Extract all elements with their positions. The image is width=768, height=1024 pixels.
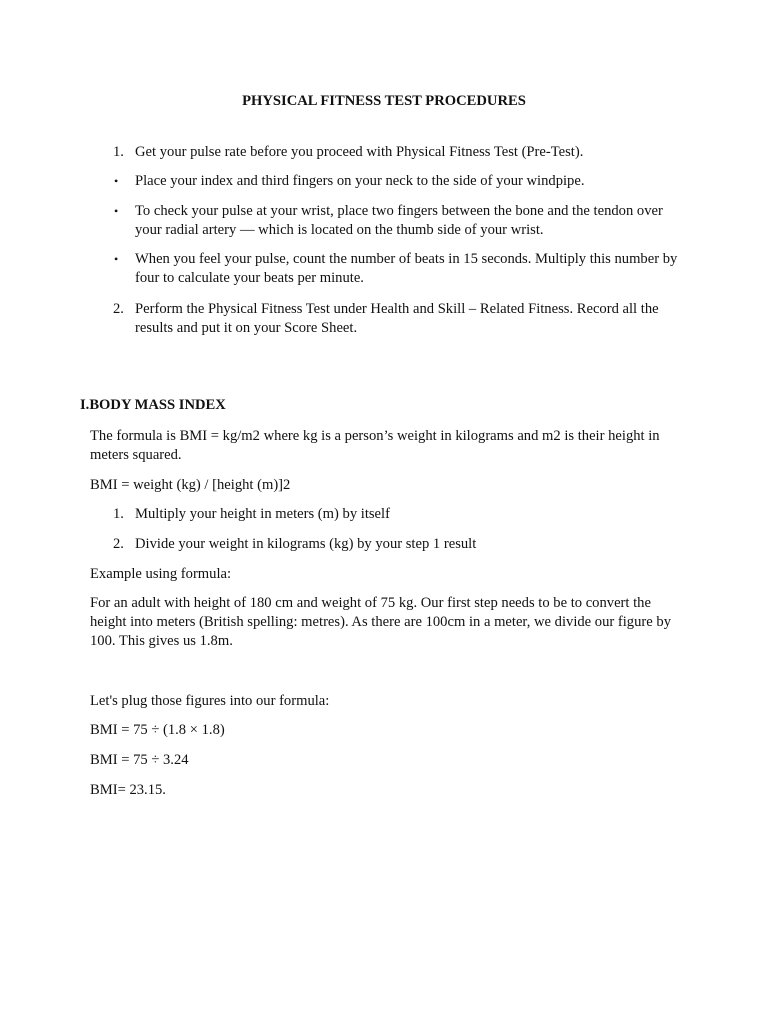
list-item bbox=[0, 505, 683, 535]
list-item bbox=[0, 172, 683, 202]
formula-intro: The formula is BMI = kg/m2 where kg is a person’s weight in kilograms and m2 is their height in meters squared. bbox=[90, 428, 660, 463]
list-item bbox=[0, 300, 683, 338]
list-item-text: Place your index and third fingers on your neck to the side of your windpipe. bbox=[135, 173, 585, 189]
list-item bbox=[0, 535, 683, 554]
calculation-line: BMI = 75 ÷ 3.24 bbox=[90, 752, 189, 768]
steps-list bbox=[0, 505, 683, 554]
page-title: PHYSICAL FITNESS TEST PROCEDURES bbox=[242, 93, 526, 109]
bullet-icon: • bbox=[114, 204, 119, 218]
list-item-text: When you feel your pulse, count the number of beats in 15 seconds. Multiply this number by four to calculate your beats per minute. bbox=[135, 251, 678, 286]
procedures-list bbox=[0, 143, 683, 338]
list-item-text: Multiply your height in meters (m) by itself bbox=[135, 506, 390, 522]
list-item bbox=[0, 143, 683, 172]
plug-text: Let's plug those figures into our formula: bbox=[90, 693, 330, 709]
list-marker: 2. bbox=[113, 301, 124, 317]
list-item-text: Perform the Physical Fitness Test under Health and Skill – Related Fitness. Record all the results and put it on your Score Sheet. bbox=[135, 301, 659, 336]
calculation-line: BMI = 75 ÷ (1.8 × 1.8) bbox=[90, 722, 225, 738]
list-marker: 1. bbox=[113, 506, 124, 522]
list-marker: 2. bbox=[113, 536, 124, 552]
bullet-icon: • bbox=[114, 174, 119, 188]
list-item bbox=[0, 202, 683, 250]
example-label: Example using formula: bbox=[90, 566, 232, 582]
list-item-text: To check your pulse at your wrist, place two fingers between the bone and the tendon over your radial artery — which is located on the thumb side of your wrist. bbox=[135, 203, 663, 238]
list-item bbox=[0, 250, 683, 300]
bmi-result: BMI= 23.15. bbox=[90, 782, 166, 798]
list-item-text: Divide your weight in kilograms (kg) by your step 1 result bbox=[135, 536, 477, 552]
section-heading: I.BODY MASS INDEX bbox=[80, 397, 226, 413]
list-item-text: Get your pulse rate before you proceed with Physical Fitness Test (Pre-Test). bbox=[135, 144, 584, 160]
list-marker: 1. bbox=[113, 144, 124, 160]
example-paragraph: For an adult with height of 180 cm and weight of 75 kg. Our first step needs to be to convert the height into meters (British spelling: metres). As there are 100cm in a meter, we divide our figure by 100. This gives us 1.8m. bbox=[90, 595, 671, 649]
formula-text: BMI = weight (kg) / [height (m)]2 bbox=[90, 477, 291, 493]
bullet-icon: • bbox=[114, 252, 119, 266]
